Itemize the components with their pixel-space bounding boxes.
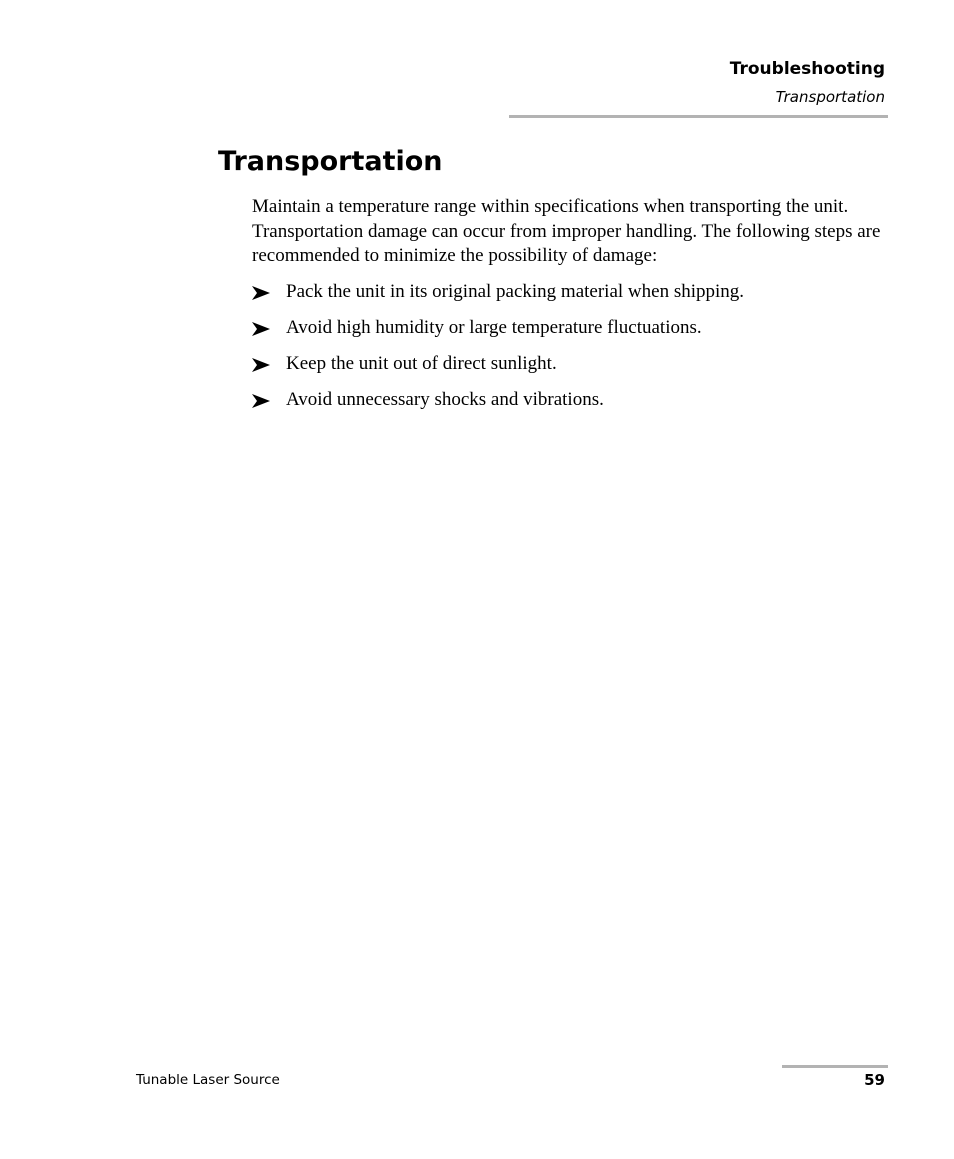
- bullet-text: Keep the unit out of direct sunlight.: [286, 353, 557, 374]
- bullet-text: Avoid high humidity or large temperature fluctuations.: [286, 317, 702, 338]
- arrow-bullet-icon: [252, 279, 286, 305]
- arrow-bullet-icon: [252, 351, 286, 377]
- arrow-bullet-icon: [252, 387, 286, 413]
- page-title: Transportation: [218, 146, 443, 177]
- footer-divider: [782, 1065, 888, 1068]
- arrow-bullet-icon: [252, 315, 286, 341]
- footer-document-title: Tunable Laser Source: [136, 1072, 280, 1088]
- list-item: [252, 315, 744, 351]
- header-divider: [509, 115, 888, 118]
- running-header-section: Transportation: [775, 88, 885, 106]
- bullet-list: [252, 279, 744, 423]
- list-item: [252, 387, 744, 423]
- intro-paragraph: Maintain a temperature range within specifications when transporting the unit. Transportation damage can occur from improper handling. The following steps are recommended to minimize the possibility of damage:: [252, 196, 881, 266]
- bullet-text: Pack the unit in its original packing material when shipping.: [286, 281, 745, 302]
- bullet-text: Avoid unnecessary shocks and vibrations.: [286, 389, 604, 410]
- list-item: [252, 279, 744, 315]
- page-number: 59: [864, 1071, 885, 1089]
- running-header-chapter: Troubleshooting: [729, 59, 885, 79]
- list-item: [252, 351, 744, 387]
